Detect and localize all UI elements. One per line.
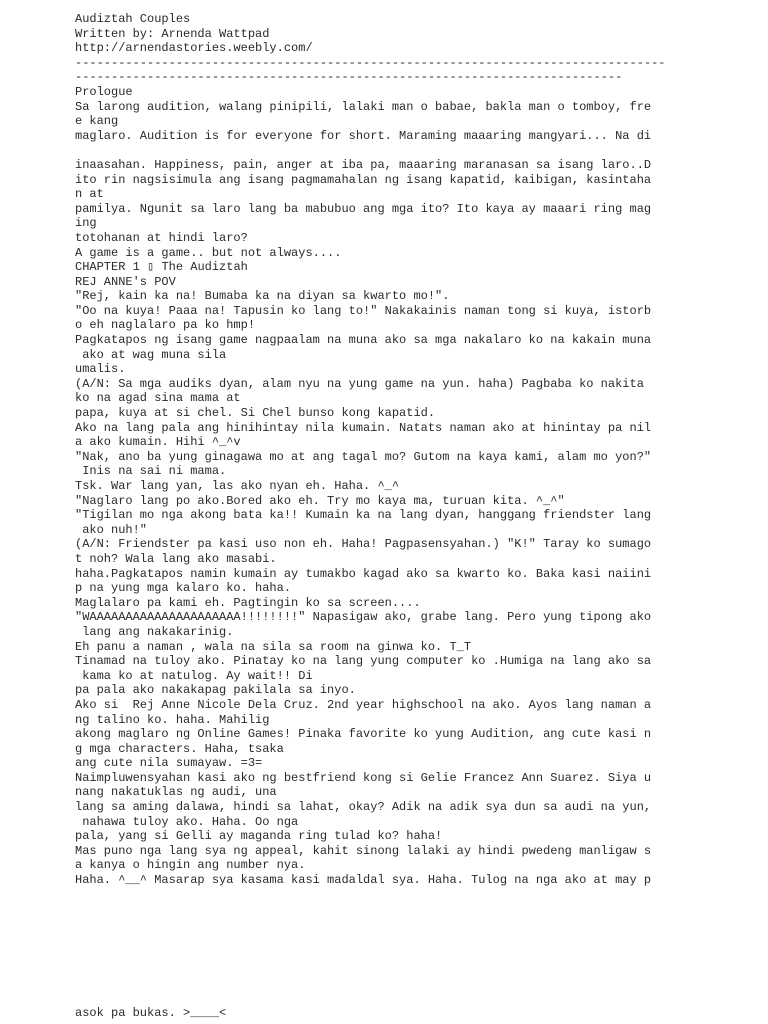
text-line: Haha. ^__^ Masarap sya kasama kasi madaldal sya. Haha. Tulog na nga ako at may p xyxy=(75,873,652,888)
text-line: (A/N: Friendster pa kasi uso non eh. Haha! Pagpasensyahan.) "K!" Taray ko sumago xyxy=(75,537,652,552)
text-line: n at xyxy=(75,187,104,202)
text-line: "Tigilan mo nga akong bata ka!! Kumain ka na lang dyan, hanggang friendster lang xyxy=(75,508,652,523)
website-url: http://arnendastories.weebly.com/ xyxy=(75,41,313,56)
text-line: o eh naglalaro pa ko hmp! xyxy=(75,318,256,333)
text-line: "WAAAAAAAAAAAAAAAAAAAAA!!!!!!!!" Napasigaw ako, grabe lang. Pero yung tipong ako xyxy=(75,610,652,625)
story-text xyxy=(75,85,675,888)
author-line: Written by: Arnenda Wattpad xyxy=(75,26,270,41)
text-line: CHAPTER 1 ▯ The Audiztah xyxy=(75,260,248,275)
text-line: REJ ANNE's POV xyxy=(75,274,176,289)
text-line: Tinamad na tuloy ako. Pinatay ko na lang yung computer ko .Humiga na lang ako sa xyxy=(75,654,652,669)
text-line: ang cute nila sumayaw. =3= xyxy=(75,756,263,771)
text-line: "Naglaro lang po ako.Bored ako eh. Try mo kaya ma, turuan kita. ^_^" xyxy=(75,493,565,508)
text-line: Maglalaro pa kami eh. Pagtingin ko sa screen.... xyxy=(75,595,421,610)
text-line: Prologue xyxy=(75,84,133,99)
text-line: A game is a game.. but not always.... xyxy=(75,245,342,260)
text-line: Eh panu a naman , wala na sila sa room na ginwa ko. T_T xyxy=(75,639,472,654)
text-line: Ako si Rej Anne Nicole Dela Cruz. 2nd year highschool na ako. Ayos lang naman a xyxy=(75,697,652,712)
text-line: Sa larong audition, walang pinipili, lalaki man o babae, bakla man o tomboy, fre xyxy=(75,99,652,114)
text-line: pamilya. Ngunit sa laro lang ba mabubuo ang mga ito? Ito kaya ay maaari ring mag xyxy=(75,201,652,216)
text-line: t noh? Wala lang ako masabi. xyxy=(75,551,277,566)
text-line: pala, yang si Gelli ay maganda ring tulad ko? haha! xyxy=(75,829,443,844)
text-line: Pagkatapos ng isang game nagpaalam na muna ako sa mga nakalaro ko na kakain muna xyxy=(75,333,652,348)
text-line: totohanan at hindi laro? xyxy=(75,230,248,245)
text-line: ako nuh!" xyxy=(75,522,148,537)
divider-line: ---------------------------------------------------------------------------------- xyxy=(75,55,666,70)
text-line: nang nakatuklas ng audi, una xyxy=(75,785,277,800)
text-line: akong maglaro ng Online Games! Pinaka favorite ko yung Audition, ang cute kasi n xyxy=(75,727,652,742)
text-line: Naimpluwensyahan kasi ako ng bestfriend kong si Gelie Francez Ann Suarez. Siya u xyxy=(75,770,652,785)
text-line: inaasahan. Happiness, pain, anger at iba pa, maaaring maranasan sa isang laro..D xyxy=(75,157,652,172)
text-line: lang ang nakakarinig. xyxy=(75,624,234,639)
text-line: e kang xyxy=(75,114,119,129)
text-line: Ako na lang pala ang hinihintay nila kumain. Natats naman ako at hinintay pa nil xyxy=(75,420,652,435)
text-line: ng talino ko. haha. Mahilig xyxy=(75,712,270,727)
story-title: Audiztah Couples xyxy=(75,12,191,26)
text-line: "Rej, kain ka na! Bumaba ka na diyan sa kwarto mo!". xyxy=(75,289,450,304)
text-line: papa, kuya at si chel. Si Chel bunso kong kapatid. xyxy=(75,406,436,421)
text-line: p na yung mga kalaro ko. haha. xyxy=(75,581,292,596)
text-line: pa pala ako nakakapag pakilala sa inyo. xyxy=(75,683,356,698)
text-line: ito rin nagsisimula ang isang pagmamahalan ng isang kapatid, kaibigan, kasintaha xyxy=(75,172,652,187)
text-line: Tsk. War lang yan, las ako nyan eh. Haha. ^_^ xyxy=(75,479,400,493)
text-line: Inis na sai ni mama. xyxy=(75,464,227,479)
last-line: asok pa bukas. >____< xyxy=(75,1006,227,1020)
text-line: a kanya o hingin ang number nya. xyxy=(75,858,306,873)
text-line: umalis. xyxy=(75,362,126,377)
text-line: "Nak, ano ba yung ginagawa mo at ang tagal mo? Gutom na kaya kami, alam mo yon?" xyxy=(75,449,652,464)
text-line: ing xyxy=(75,216,97,231)
divider-line: ---------------------------------------------------------------------------- xyxy=(75,70,623,85)
text-line: lang sa aming dalawa, hindi sa lahat, okay? Adik na adik sya dun sa audi na yun, xyxy=(75,800,652,815)
text-line: g mga characters. Haha, tsaka xyxy=(75,741,284,756)
text-line: nahawa tuloy ako. Haha. Oo nga xyxy=(75,814,299,829)
text-line: maglaro. Audition is for everyone for short. Maraming maaaring mangyari... Na di xyxy=(75,128,652,143)
text-line: (A/N: Sa mga audiks dyan, alam nyu na yung game na yun. haha) Pagbaba ko nakita xyxy=(75,376,644,391)
text-line: haha.Pagkatapos namin kumain ay tumakbo kagad ako sa kwarto ko. Baka kasi naiini xyxy=(75,566,652,581)
text-line xyxy=(75,143,675,158)
text-line: ko na agad sina mama at xyxy=(75,391,241,406)
text-line: ako at wag muna sila xyxy=(75,347,227,362)
text-line: "Oo na kuya! Paaa na! Tapusin ko lang to!" Nakakainis naman tong si kuya, istorb xyxy=(75,303,652,318)
text-line: a ako kumain. Hihi ^_^v xyxy=(75,435,241,450)
text-line: Mas puno nga lang sya ng appeal, kahit sinong lalaki ay hindi pwedeng manligaw s xyxy=(75,843,652,858)
document-body xyxy=(75,12,675,888)
text-line: kama ko at natulog. Ay wait!! Di xyxy=(75,668,313,683)
